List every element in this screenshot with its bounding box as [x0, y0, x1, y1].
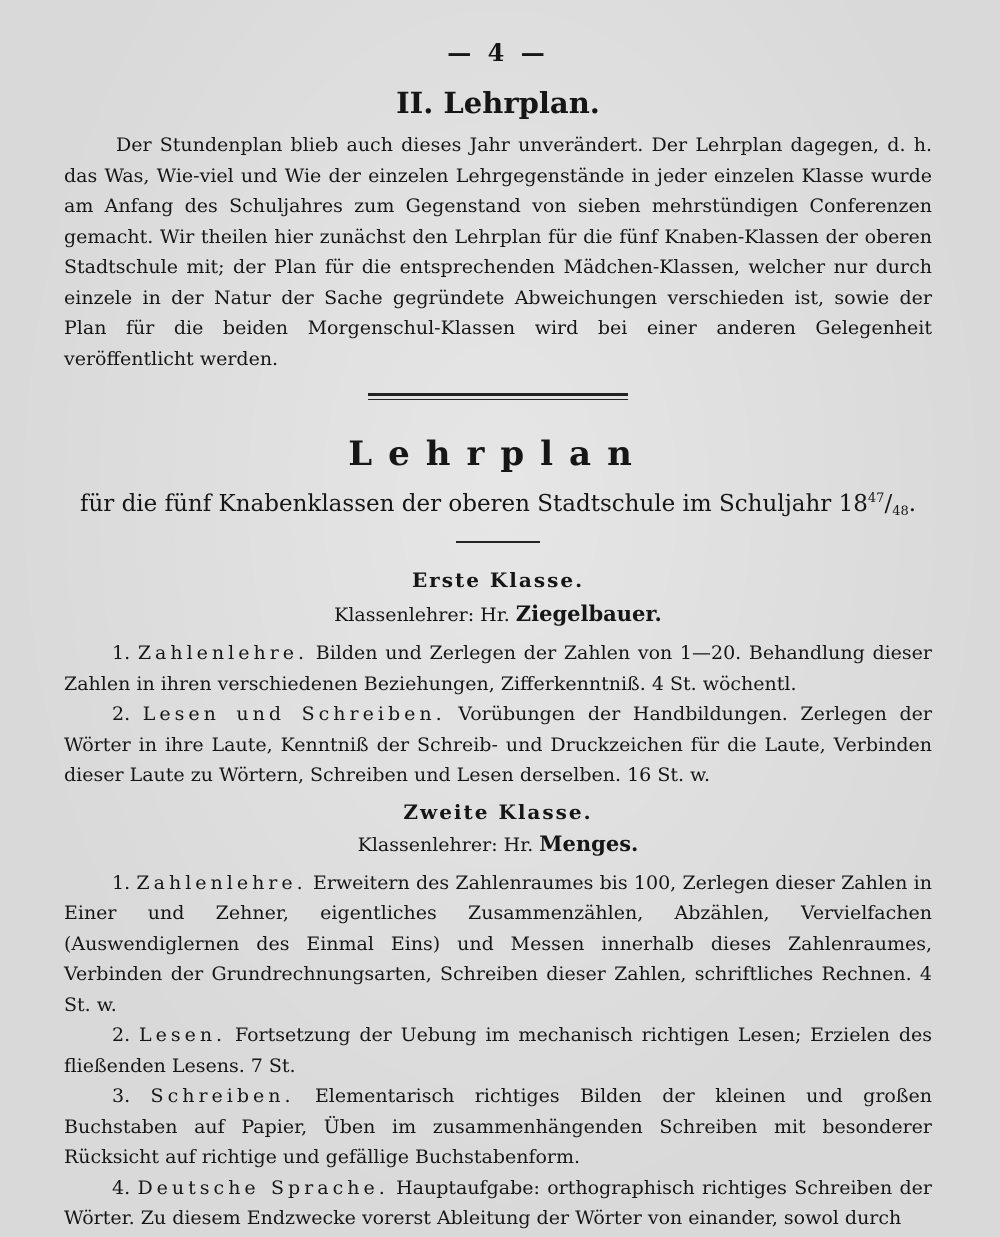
item-number: 1. [112, 871, 131, 894]
item-subject: Lesen und Schreiben. [142, 703, 446, 725]
item-number: 4. [112, 1176, 131, 1199]
class-2-title: Zweite Klasse. [403, 799, 593, 824]
item-subject: Deutsche Sprache. [137, 1176, 389, 1199]
class-1-item [64, 638, 932, 699]
plan-subtitle [64, 484, 932, 527]
item-number: 2. [112, 1024, 131, 1046]
class-2-items [64, 868, 932, 1234]
item-subject: Schreiben. [150, 1085, 295, 1107]
class-2-item [64, 1081, 932, 1173]
class-2-item [64, 1020, 932, 1081]
class-1-teacher-label: Klassenlehrer: Hr. [334, 604, 510, 626]
class-2-teacher-name: Menges. [539, 830, 639, 856]
year-superscript: 47 [867, 491, 885, 506]
item-text: Hauptaufgabe: orthographisch richtiges Schreiben der Wörter. Zu diesem Endzwecke vorerst Ableitung der Wörter von einander, sowol durch [64, 1176, 932, 1229]
item-text: Bilden und Zerlegen der Zahlen von 1—20. Behandlung dieser Zahlen in ihren verschiedenen Beziehungen, Zifferkenntniß. 4 St. wöchentl. [64, 642, 933, 695]
double-rule-divider [368, 393, 628, 400]
item-text: Vorübungen der Handbildungen. Zerlegen der Wörter in ihre Laute, Kenntniß der Schreib- und Druckzeichen für die Laute, Verbinden dieser Laute zu Wörtern, Schreiben und Lesen derselben. 16 St. w. [64, 703, 932, 786]
item-subject: Zahlenlehre. [137, 642, 309, 664]
item-number: 3. [112, 1085, 131, 1107]
item-text: Elementarisch richtiges Bilden der kleinen und großen Buchstaben auf Papier, Üben im zusammenhängenden Schreiben mit besonderer Rücksicht auf richtige und gefällige Buchstabenform. [64, 1085, 933, 1168]
class-2-teacher-line [64, 831, 932, 858]
item-subject: Zahlenlehre. [136, 871, 307, 894]
item-number: 1. [112, 642, 131, 664]
page-number: — 4 — [447, 38, 549, 67]
year-separator: / [884, 491, 893, 517]
item-subject: Lesen. [138, 1024, 227, 1046]
plan-subtitle-text: für die fünf Knabenklassen der oberen Stadtschule im Schuljahr 18 [79, 491, 868, 517]
class-1-teacher-line [64, 601, 932, 628]
class-2-item [64, 868, 932, 1021]
year-subscript: 48 [892, 504, 909, 519]
class-1-items [64, 638, 932, 791]
plan-title: Lehrplan [348, 434, 648, 474]
class-2-item [64, 1173, 932, 1234]
item-text: Erweitern des Zahlenraumes bis 100, Zerlegen dieser Zahlen in Einer und Zehner, eigentliches Zusammenzählen, Abzählen, Vervielfachen (Auswendiglernen des Einmal Eins) und Messen innerhalb dieses Zahlenraumes, Verbinden der Grundrechnungsarten, Schreiben dieser Zahlen, schriftliches Rechnen. 4 St. w. [64, 871, 932, 1016]
single-rule-divider [456, 541, 540, 543]
class-2-teacher-label: Klassenlehrer: Hr. [357, 833, 534, 856]
class-1-title: Erste Klasse. [411, 568, 585, 592]
intro-paragraph: Der Stundenplan blieb auch dieses Jahr unverändert. Der Lehrplan dagegen, d. h. das Was, Wie-viel und Wie der einzelen Lehrgegenstände in jeder einzelen Klasse wurde am Anfang des Schuljahres zum Gegenstand von sieben mehrstündigen Conferenzen gemacht. Wir theilen hier zunächst den Lehrplan für die fünf Knaben-Klassen der oberen Stadtschule mit; der Plan für die entsprechenden Mädchen-Klassen, welcher nur durch einzele in der Natur der Sache gegründete Abweichungen verschieden ist, sowie der Plan für die beiden Morgenschul-Klassen wird bei einer anderen Gelegenheit veröffentlicht werden. [64, 134, 932, 370]
class-1-teacher-name: Ziegelbauer. [515, 601, 662, 626]
section-title: II. Lehrplan. [396, 86, 600, 120]
year-end: . [908, 491, 917, 517]
item-number: 2. [112, 703, 131, 725]
item-text: Fortsetzung der Uebung im mechanisch richtigen Lesen; Erzielen des fließenden Lesens. 7 St. [64, 1024, 932, 1077]
class-1-item [64, 699, 932, 791]
